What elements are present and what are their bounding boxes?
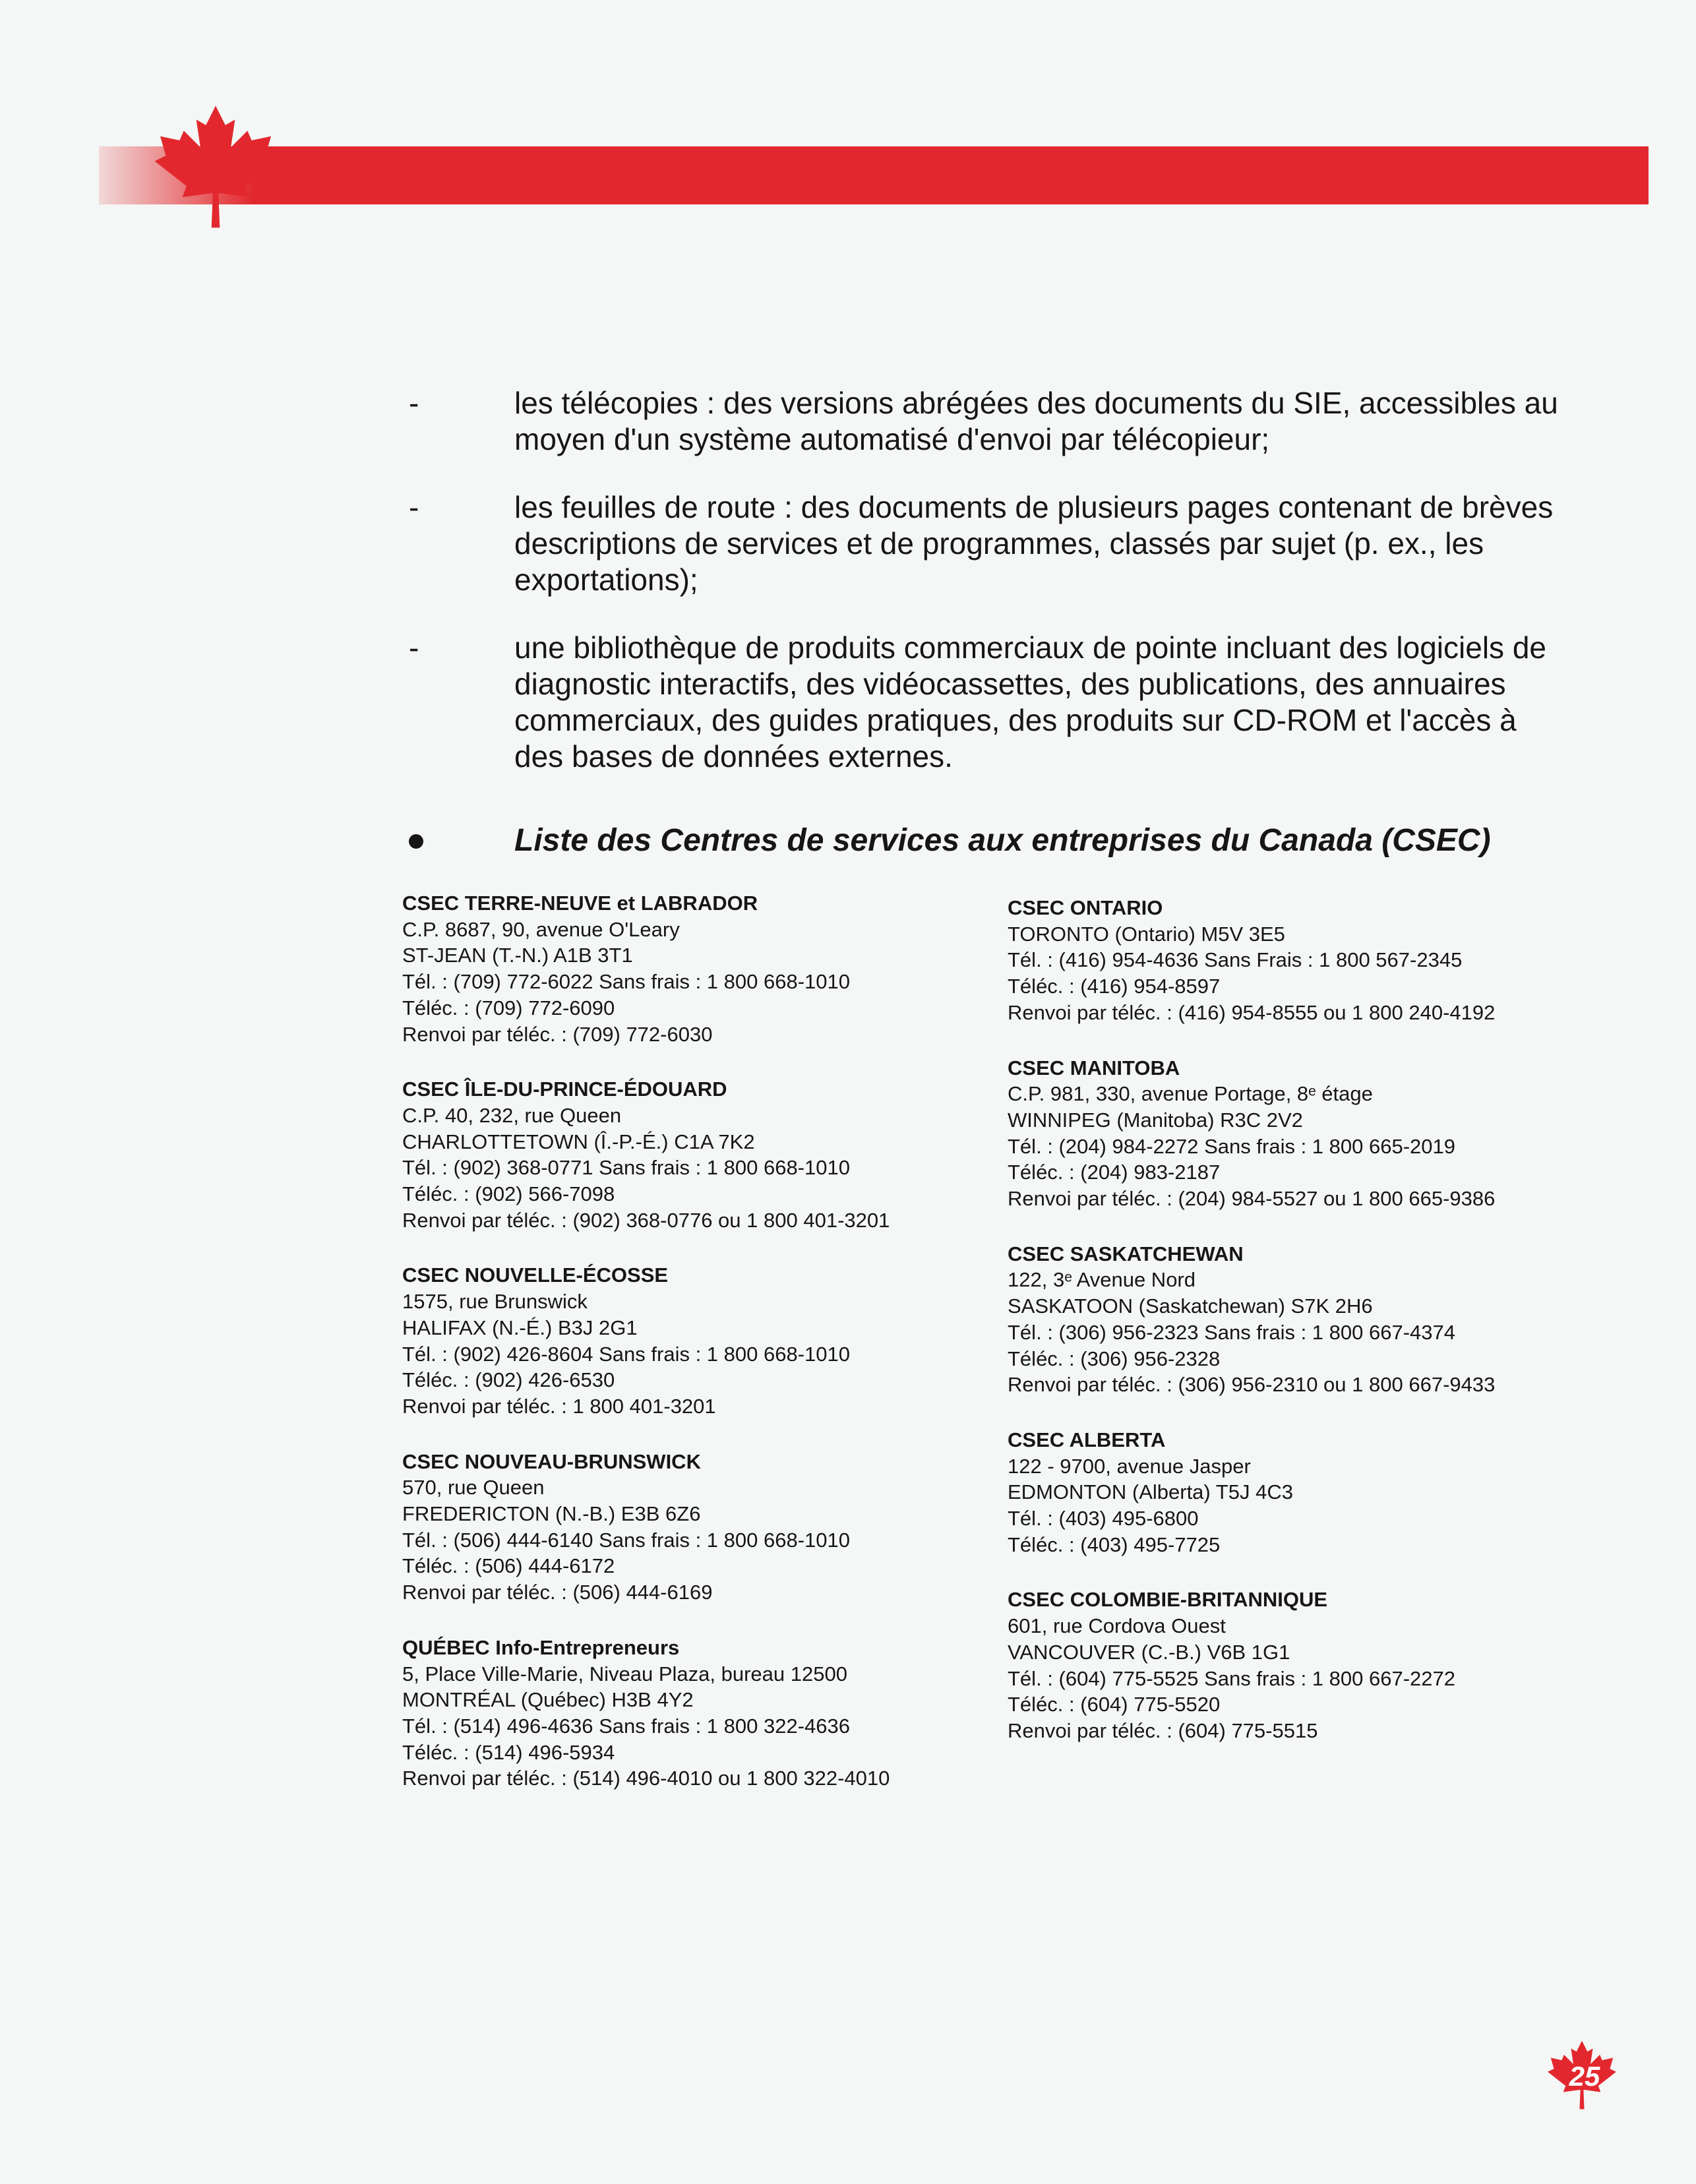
bullet-dot-icon <box>409 834 423 849</box>
bullet-text: une bibliothèque de produits commerciaux de pointe incluant des logiciels de diagnostic interactifs, des vidéocassettes, des publications, des annuaires commerciaux, des guides pratiques, des produits sur CD-ROM et l'accès à des bases de données externes. <box>514 630 1546 774</box>
office-name: CSEC ALBERTA <box>1008 1428 1166 1451</box>
office-block <box>1008 895 1614 1026</box>
office-line: 122, 3ᵉ Avenue Nord <box>1008 1268 1196 1292</box>
office-block <box>1008 1427 1614 1558</box>
office-line: ST-JEAN (T.-N.) A1B 3T1 <box>402 944 633 967</box>
office-name: QUÉBEC Info-Entrepreneurs <box>402 1635 680 1659</box>
office-line: Renvoi par téléc. : (506) 444-6169 <box>402 1581 713 1604</box>
office-line: CHARLOTTETOWN (Î.-P.-É.) C1A 7K2 <box>402 1130 755 1153</box>
office-name: CSEC MANITOBA <box>1008 1056 1180 1079</box>
office-line: 5, Place Ville-Marie, Niveau Plaza, bureau 12500 <box>402 1662 847 1685</box>
office-line: Tél. : (416) 954-4636 Sans Frais : 1 800 567-2345 <box>1008 948 1463 972</box>
office-line: HALIFAX (N.-É.) B3J 2G1 <box>402 1316 638 1339</box>
bullet-list <box>409 385 1569 806</box>
office-line: SASKATOON (Saskatchewan) S7K 2H6 <box>1008 1294 1373 1318</box>
office-line: Téléc. : (506) 444-6172 <box>402 1554 615 1578</box>
office-line: Téléc. : (306) 956-2328 <box>1008 1347 1221 1370</box>
office-line: Tél. : (709) 772-6022 Sans frais : 1 800 668-1010 <box>402 970 850 994</box>
bullet-text: les télécopies : des versions abrégées des documents du SIE, accessibles au moyen d'un système automatisé d'envoi par télécopieur; <box>514 386 1558 456</box>
header-red-band <box>99 146 1649 204</box>
office-line: WINNIPEG (Manitoba) R3C 2V2 <box>1008 1108 1303 1132</box>
office-line: C.P. 40, 232, rue Queen <box>402 1103 622 1127</box>
office-line: Tél. : (306) 956-2323 Sans frais : 1 800 667-4374 <box>1008 1320 1455 1344</box>
bullet-item <box>409 630 1569 775</box>
section-heading-text: Liste des Centres de services aux entreprises du Canada (CSEC) <box>514 823 1491 858</box>
office-name: CSEC TERRE-NEUVE et LABRADOR <box>402 892 758 915</box>
office-line: Renvoi par téléc. : (604) 775-5515 <box>1008 1718 1318 1742</box>
offices-right-column <box>1008 895 1614 1773</box>
maple-leaf-icon <box>146 100 285 239</box>
office-line: Renvoi par téléc. : 1 800 401-3201 <box>402 1394 716 1418</box>
office-line: EDMONTON (Alberta) T5J 4C3 <box>1008 1480 1293 1504</box>
bullet-item <box>409 489 1569 598</box>
office-line: Téléc. : (902) 426-6530 <box>402 1368 615 1392</box>
office-line: 122 - 9700, avenue Jasper <box>1008 1454 1251 1478</box>
office-name: CSEC NOUVELLE-ÉCOSSE <box>402 1263 669 1287</box>
office-line: VANCOUVER (C.-B.) V6B 1G1 <box>1008 1640 1290 1664</box>
office-name: CSEC ÎLE-DU-PRINCE-ÉDOUARD <box>402 1077 727 1101</box>
page-number: 25 <box>1569 2061 1600 2092</box>
office-block <box>402 1076 1009 1233</box>
office-line: FREDERICTON (N.-B.) E3B 6Z6 <box>402 1502 701 1526</box>
office-line: Tél. : (506) 444-6140 Sans frais : 1 800 668-1010 <box>402 1528 850 1552</box>
dash-marker: - <box>409 490 419 524</box>
office-line: Téléc. : (204) 983-2187 <box>1008 1161 1221 1184</box>
office-line: MONTRÉAL (Québec) H3B 4Y2 <box>402 1688 694 1712</box>
office-line: Tél. : (514) 496-4636 Sans frais : 1 800 322-4636 <box>402 1714 850 1738</box>
office-name: CSEC COLOMBIE-BRITANNIQUE <box>1008 1588 1328 1612</box>
bullet-text: les feuilles de route : des documents de plusieurs pages contenant de brèves descriptions de services et de programmes, classés par sujet (p. ex., les exportations); <box>514 490 1554 597</box>
office-line: Renvoi par téléc. : (902) 368-0776 ou 1 800 401-3201 <box>402 1208 890 1232</box>
dash-marker: - <box>409 386 419 420</box>
dash-marker: - <box>409 630 419 665</box>
office-line: Tél. : (902) 426-8604 Sans frais : 1 800 668-1010 <box>402 1342 850 1366</box>
office-line: Téléc. : (514) 496-5934 <box>402 1740 615 1764</box>
office-block <box>402 1635 1009 1792</box>
office-block <box>402 1262 1009 1419</box>
office-block <box>402 1449 1009 1606</box>
office-block <box>1008 1587 1614 1744</box>
office-line: 601, rue Cordova Ouest <box>1008 1614 1226 1638</box>
office-line: Tél. : (604) 775-5525 Sans frais : 1 800 667-2272 <box>1008 1666 1455 1690</box>
office-line: TORONTO (Ontario) M5V 3E5 <box>1008 922 1285 946</box>
office-line: Tél. : (403) 495-6800 <box>1008 1507 1199 1531</box>
office-line: Téléc. : (604) 775-5520 <box>1008 1693 1221 1716</box>
office-block <box>1008 1055 1614 1212</box>
office-name: CSEC NOUVEAU-BRUNSWICK <box>402 1449 701 1473</box>
office-line: 1575, rue Brunswick <box>402 1290 588 1314</box>
office-line: Téléc. : (709) 772-6090 <box>402 996 615 1019</box>
office-line: C.P. 981, 330, avenue Portage, 8ᵉ étage <box>1008 1082 1373 1106</box>
office-line: Renvoi par téléc. : (204) 984-5527 ou 1 800 665-9386 <box>1008 1187 1496 1211</box>
office-line: 570, rue Queen <box>402 1476 545 1500</box>
office-line: Téléc. : (403) 495-7725 <box>1008 1532 1221 1556</box>
office-line: Renvoi par téléc. : (306) 956-2310 ou 1 800 667-9433 <box>1008 1373 1496 1397</box>
office-block <box>1008 1241 1614 1398</box>
office-line: Renvoi par téléc. : (416) 954-8555 ou 1 800 240-4192 <box>1008 1000 1496 1024</box>
office-line: C.P. 8687, 90, avenue O'Leary <box>402 917 680 941</box>
office-line: Renvoi par téléc. : (709) 772-6030 <box>402 1022 713 1046</box>
office-block <box>402 890 1009 1047</box>
office-line: Téléc. : (416) 954-8597 <box>1008 975 1221 998</box>
office-name: CSEC SASKATCHEWAN <box>1008 1242 1244 1265</box>
office-line: Tél. : (902) 368-0771 Sans frais : 1 800 668-1010 <box>402 1156 850 1180</box>
office-line: Renvoi par téléc. : (514) 496-4010 ou 1 800 322-4010 <box>402 1767 890 1790</box>
office-line: Tél. : (204) 984-2272 Sans frais : 1 800 665-2019 <box>1008 1134 1455 1158</box>
offices-left-column <box>402 890 1009 1821</box>
office-line: Téléc. : (902) 566-7098 <box>402 1182 615 1206</box>
office-name: CSEC ONTARIO <box>1008 896 1163 919</box>
bullet-item <box>409 385 1569 458</box>
